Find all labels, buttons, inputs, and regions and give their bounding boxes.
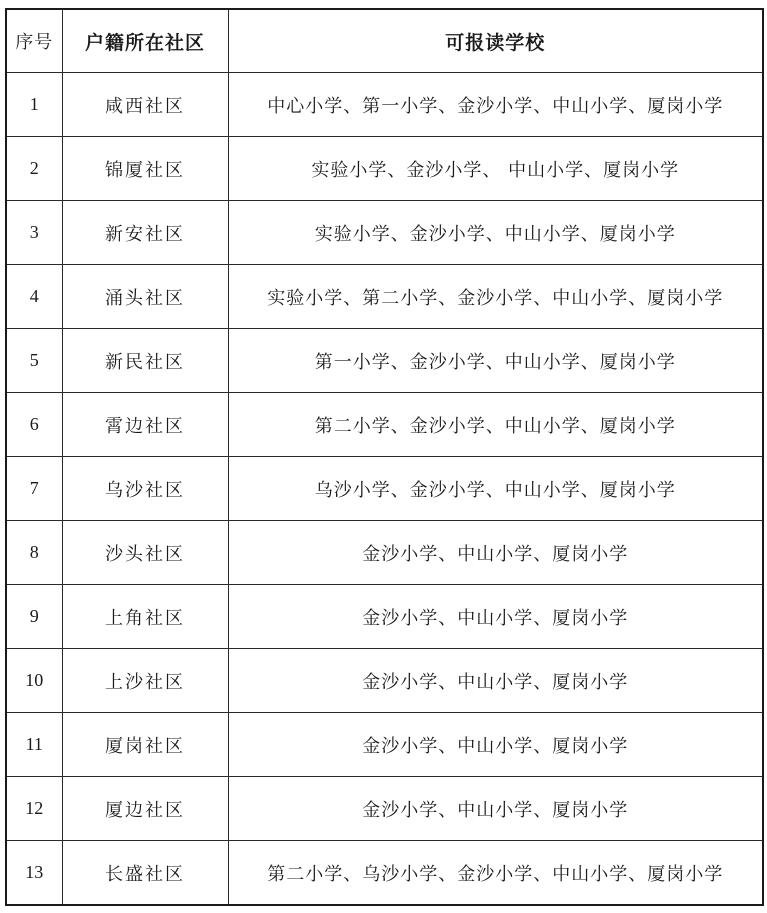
row-schools: 第二小学、金沙小学、中山小学、厦岗小学 <box>228 393 763 457</box>
row-number: 5 <box>6 329 62 393</box>
table-row <box>6 73 763 137</box>
row-schools: 金沙小学、中山小学、厦岗小学 <box>228 649 763 713</box>
row-community: 锦厦社区 <box>62 137 228 201</box>
header-serial-number: 序号 <box>6 9 62 73</box>
table-row <box>6 137 763 201</box>
table-row <box>6 841 763 906</box>
table-row <box>6 713 763 777</box>
row-number: 3 <box>6 201 62 265</box>
row-number: 11 <box>6 713 62 777</box>
row-community: 厦边社区 <box>62 777 228 841</box>
table-row <box>6 393 763 457</box>
row-community: 新民社区 <box>62 329 228 393</box>
row-number: 13 <box>6 841 62 906</box>
row-community: 上角社区 <box>62 585 228 649</box>
row-number: 7 <box>6 457 62 521</box>
row-number: 8 <box>6 521 62 585</box>
table-row <box>6 457 763 521</box>
row-schools: 金沙小学、中山小学、厦岗小学 <box>228 585 763 649</box>
row-community: 沙头社区 <box>62 521 228 585</box>
row-schools: 乌沙小学、金沙小学、中山小学、厦岗小学 <box>228 457 763 521</box>
row-number: 4 <box>6 265 62 329</box>
row-number: 9 <box>6 585 62 649</box>
row-number: 6 <box>6 393 62 457</box>
table-row <box>6 649 763 713</box>
row-number: 10 <box>6 649 62 713</box>
row-community: 涌头社区 <box>62 265 228 329</box>
row-schools: 第一小学、金沙小学、中山小学、厦岗小学 <box>228 329 763 393</box>
table-row <box>6 201 763 265</box>
row-community: 新安社区 <box>62 201 228 265</box>
row-schools: 金沙小学、中山小学、厦岗小学 <box>228 777 763 841</box>
row-schools: 金沙小学、中山小学、厦岗小学 <box>228 521 763 585</box>
table-row <box>6 777 763 841</box>
table-row <box>6 521 763 585</box>
row-number: 2 <box>6 137 62 201</box>
table-row <box>6 265 763 329</box>
row-community: 咸西社区 <box>62 73 228 137</box>
row-community: 上沙社区 <box>62 649 228 713</box>
row-schools: 第二小学、乌沙小学、金沙小学、中山小学、厦岗小学 <box>228 841 763 906</box>
row-number: 1 <box>6 73 62 137</box>
school-enrollment-table <box>5 8 764 906</box>
row-community: 霄边社区 <box>62 393 228 457</box>
row-community: 乌沙社区 <box>62 457 228 521</box>
row-schools: 实验小学、第二小学、金沙小学、中山小学、厦岗小学 <box>228 265 763 329</box>
row-community: 长盛社区 <box>62 841 228 906</box>
row-schools: 实验小学、金沙小学、中山小学、厦岗小学 <box>228 201 763 265</box>
header-eligible-schools: 可报读学校 <box>228 9 763 73</box>
table-header-row <box>6 9 763 73</box>
row-number: 12 <box>6 777 62 841</box>
row-schools: 中心小学、第一小学、金沙小学、中山小学、厦岗小学 <box>228 73 763 137</box>
row-schools: 实验小学、金沙小学、 中山小学、厦岗小学 <box>228 137 763 201</box>
table-row <box>6 329 763 393</box>
row-schools: 金沙小学、中山小学、厦岗小学 <box>228 713 763 777</box>
header-community: 户籍所在社区 <box>62 9 228 73</box>
row-community: 厦岗社区 <box>62 713 228 777</box>
table-row <box>6 585 763 649</box>
